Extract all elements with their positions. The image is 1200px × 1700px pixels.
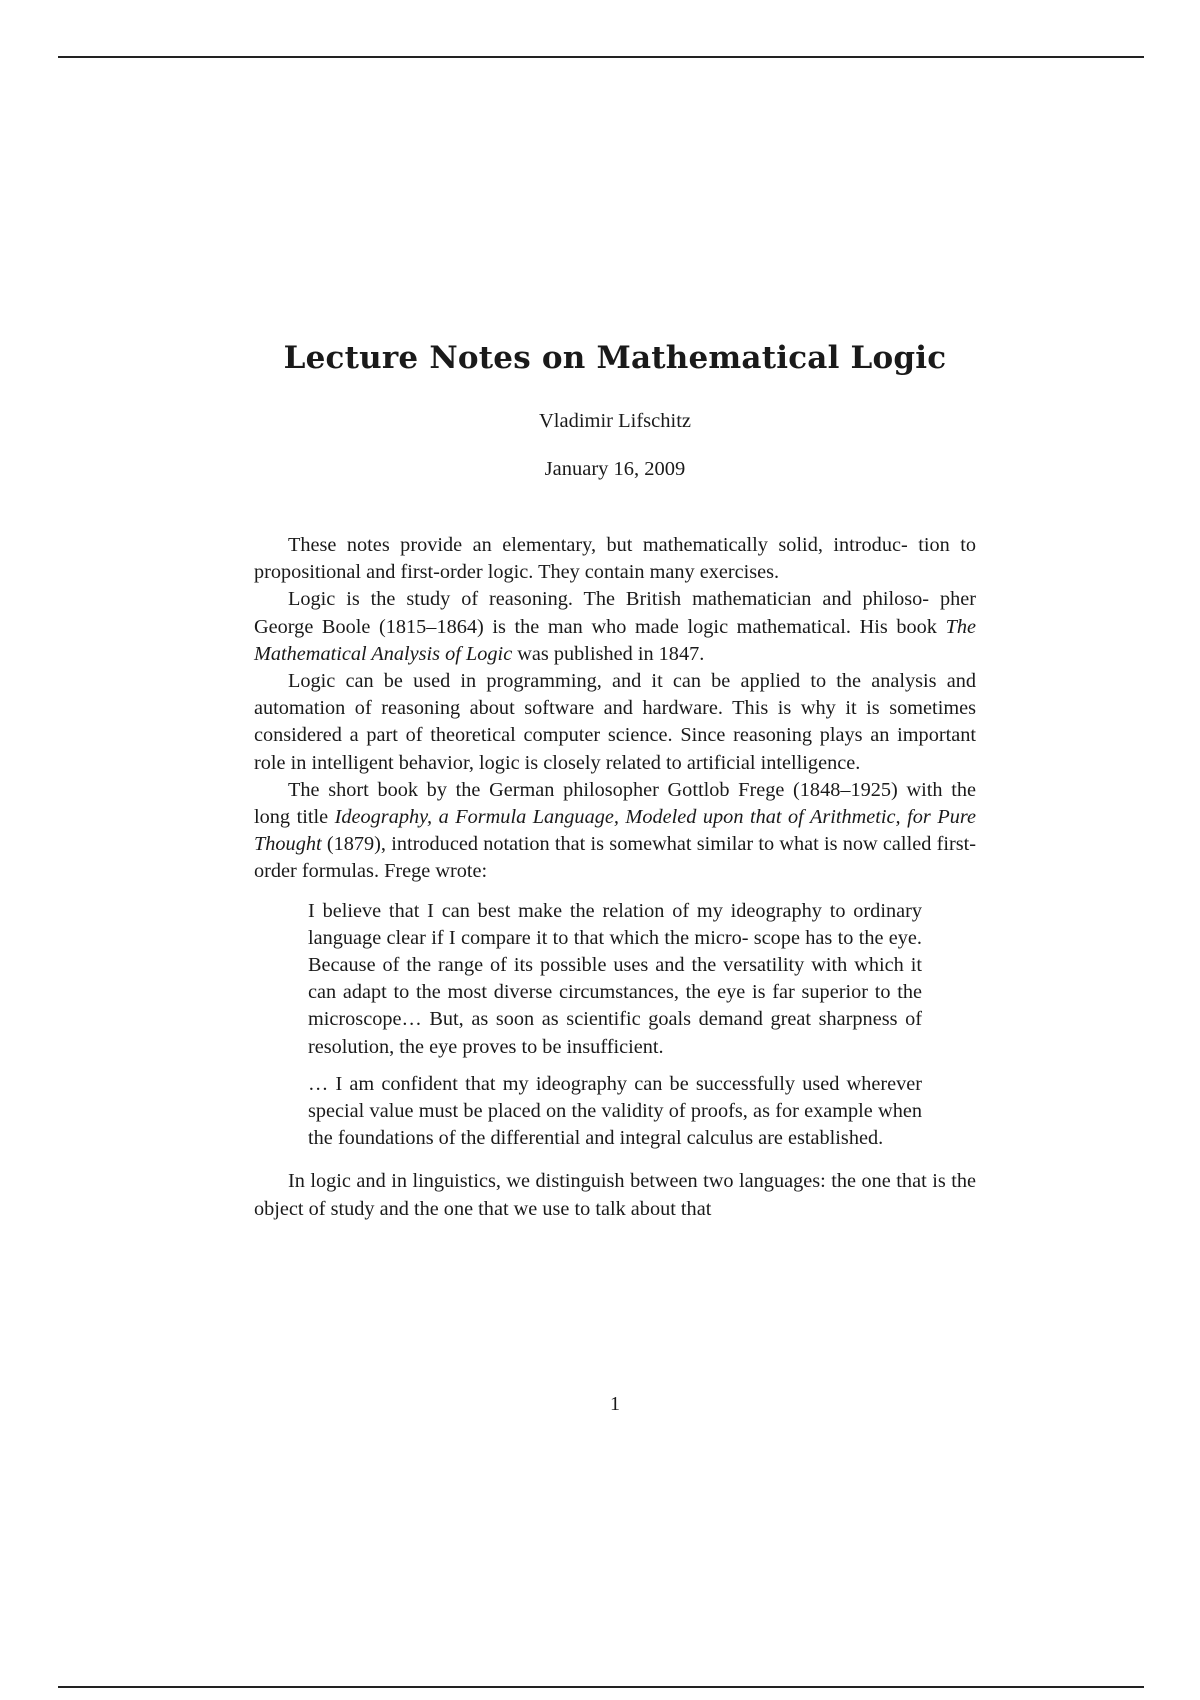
paragraph-text: These notes provide an elementary, but mathematically solid, introduc- tion to propositional and first-order logic. They contain many exercises.	[254, 534, 976, 584]
document-page	[254, 330, 976, 1223]
intro-paragraphs	[254, 532, 976, 886]
body-paragraph	[254, 668, 976, 777]
body-paragraph	[254, 586, 976, 668]
document-date: January 16, 2009	[544, 458, 686, 480]
quote-paragraph: I believe that I can best make the relation of my ideography to ordinary language clear if I compare it to that which the micro- scope has to the eye. Because of the range of its possible uses and the versatility with which it can adapt to the most diverse circumstances, the eye is far superior to the microscope… But, as soon as scientific goals demand great sharpness of resolution, the eye proves to be insufficient.	[308, 899, 922, 1058]
body-paragraph	[254, 777, 976, 886]
italic-text: Ideography, a Formula Language, Modeled upon that of Arithmetic, for Pure Thought	[254, 806, 976, 856]
page-number: 1	[610, 1393, 620, 1415]
document-title: Lecture Notes on Mathematical Logic	[283, 340, 947, 376]
closing-paragraph: In logic and in linguistics, we distinguish between two languages: the one that is the object of study and the one that we use to talk about that	[254, 1170, 976, 1220]
author-name: Vladimir Lifschitz	[539, 410, 691, 432]
paragraph-text: The short book by the German philosopher Gottlob Frege (1848–1925) with the long title	[254, 778, 976, 829]
paragraph-text: Logic can be used in programming, and it can be applied to the analysis and automation of reasoning about software and hardware. This is why it is sometimes considered a part of theoretical computer science. Since reasoning plays an important role in intelligent behavior, logic is closely related to artificial intelligence.	[254, 670, 976, 774]
frege-quote	[308, 898, 922, 1153]
body-paragraph	[254, 532, 976, 586]
top-rule	[58, 56, 1144, 58]
paragraph-text: (1879), introduced notation that is somewhat similar to what is now called first-order formulas. Frege wrote:	[254, 833, 976, 883]
paragraph-text: Logic is the study of reasoning. The British mathematician and philoso- pher George Boole (1815–1864) is the man who made logic mathematical. His book	[254, 588, 976, 638]
bottom-rule	[58, 1686, 1144, 1688]
paragraph-text: was published in 1847.	[512, 642, 705, 665]
document-body	[254, 532, 976, 1223]
quote-paragraph: … I am confident that my ideography can be successfully used wherever special value must be placed on the validity of proofs, as for example when the foundations of the differential and integral calculus are established.	[308, 1072, 922, 1150]
italic-text: The Mathematical Analysis of Logic	[254, 615, 976, 665]
